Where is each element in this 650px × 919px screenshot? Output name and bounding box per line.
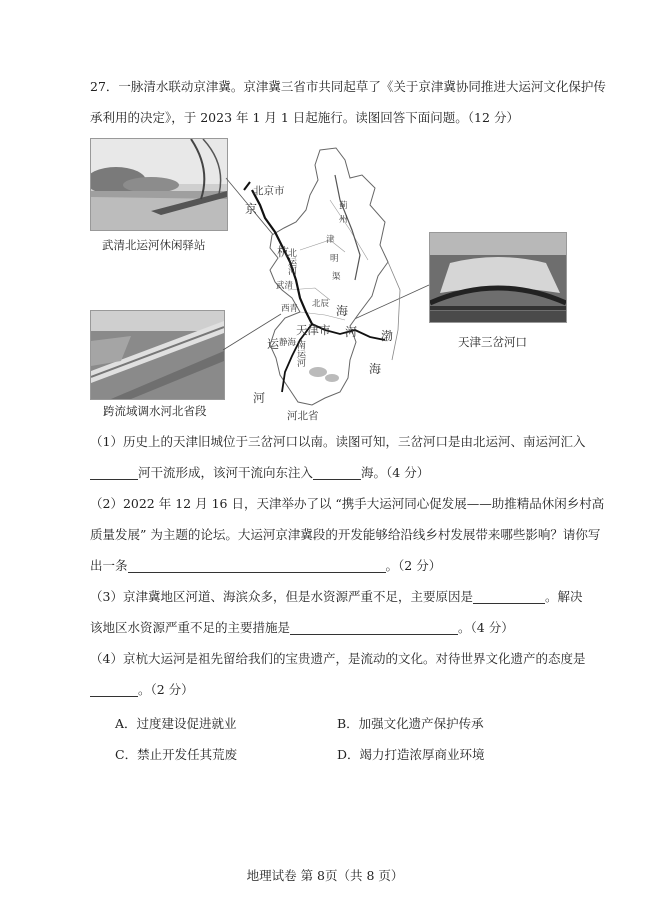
option-d[interactable]: D．竭力打造浓厚商业环境	[337, 747, 485, 762]
map-label-qu: 渠	[332, 272, 341, 282]
map-label-tianjin-city: 天津市	[296, 323, 331, 337]
map-label-north-canal: 北运河	[286, 248, 296, 275]
photo1-caption: 武清北运河休闲驿站	[102, 238, 206, 252]
map-label-he-river: 河	[345, 325, 358, 339]
map-label-south-canal: 南运河	[295, 340, 305, 367]
q1-text-line2: 河干流形成，该河干流向东注入 海。（4 分）	[90, 466, 570, 480]
photo2-caption: 跨流域调水河北省段	[103, 404, 207, 418]
map-label-zhou: 州	[339, 215, 348, 225]
map-label-jin: 津	[326, 235, 335, 245]
map-label-hebei: 河北省	[287, 410, 319, 422]
option-b[interactable]: B．加强文化遗产保护传承	[337, 716, 484, 731]
map-label-beijing: 北京市	[253, 185, 285, 197]
q3-text-line2: 该地区水资源严重不足的主要措施是 。（4 分）	[90, 620, 514, 635]
question-intro-line2: 承利用的决定》，于 2023 年 1 月 1 日起施行。读图回答下面问题。（12 分）	[90, 110, 519, 125]
map-label-hai-river: 海	[336, 304, 349, 318]
map-label-yun: 运	[267, 337, 280, 351]
q2-text-line3: 出一条 。（2 分）	[90, 558, 442, 573]
q3-blank-1[interactable]	[473, 591, 545, 604]
page-footer: 地理试卷 第 8页（共 8 页）	[246, 868, 404, 883]
map-label-he: 河	[253, 391, 266, 405]
map-label-beichen: 北辰	[312, 299, 330, 309]
q4-text-line2: 。（2 分）	[90, 683, 570, 697]
q3-blank-2[interactable]	[290, 622, 458, 635]
map-label-wuqing: 武清	[276, 281, 294, 291]
q3-text-line1: （3）京津冀地区河道、海滨众多，但是水资源严重不足，主要原因是 。解决	[90, 589, 583, 604]
map-label-ming: 明	[330, 254, 339, 264]
q2-text-line1: （2）2022 年 12 月 16 日，天津举办了以 “携手大运河同心促发展——助推精品休闲乡村高	[90, 496, 605, 511]
option-c[interactable]: C．禁止开发任其荒废	[115, 747, 238, 762]
q2-blank[interactable]	[128, 560, 386, 573]
q1-text-line1: （1）历史上的天津旧城位于三岔河口以南。读图可知，三岔河口是由北运河、南运河汇入	[90, 434, 586, 449]
question-intro-line1: 27．一脉清水联动京津冀。京津冀三省市共同起草了《关于京津冀协同推进大运河文化保护传	[90, 79, 606, 94]
map-label-bo: 渤	[381, 329, 394, 343]
map-label-jinghai: 静海	[279, 338, 297, 348]
map-label-hang: 杭	[277, 245, 290, 259]
option-a[interactable]: A．过度建设促进就业	[115, 716, 237, 731]
q1-blank-1[interactable]	[90, 467, 138, 480]
q4-blank[interactable]	[90, 684, 138, 697]
map-label-jing: 京	[245, 202, 258, 216]
q1-blank-2[interactable]	[313, 467, 361, 480]
map-label-jinji: 蓟	[339, 201, 348, 211]
q2-text-line2: 质量发展” 为主题的论坛。大运河京津冀段的开发能够给沿线乡村发展带来哪些影响？请你写	[90, 527, 601, 542]
map-label-xiqing: 西青	[281, 304, 299, 314]
photo3-caption: 天津三岔河口	[458, 335, 527, 349]
q4-text-line1: （4）京杭大运河是祖先留给我们的宝贵遗产，是流动的文化。对待世界文化遗产的态度是	[90, 651, 586, 666]
map-label-hai-sea: 海	[369, 362, 382, 376]
